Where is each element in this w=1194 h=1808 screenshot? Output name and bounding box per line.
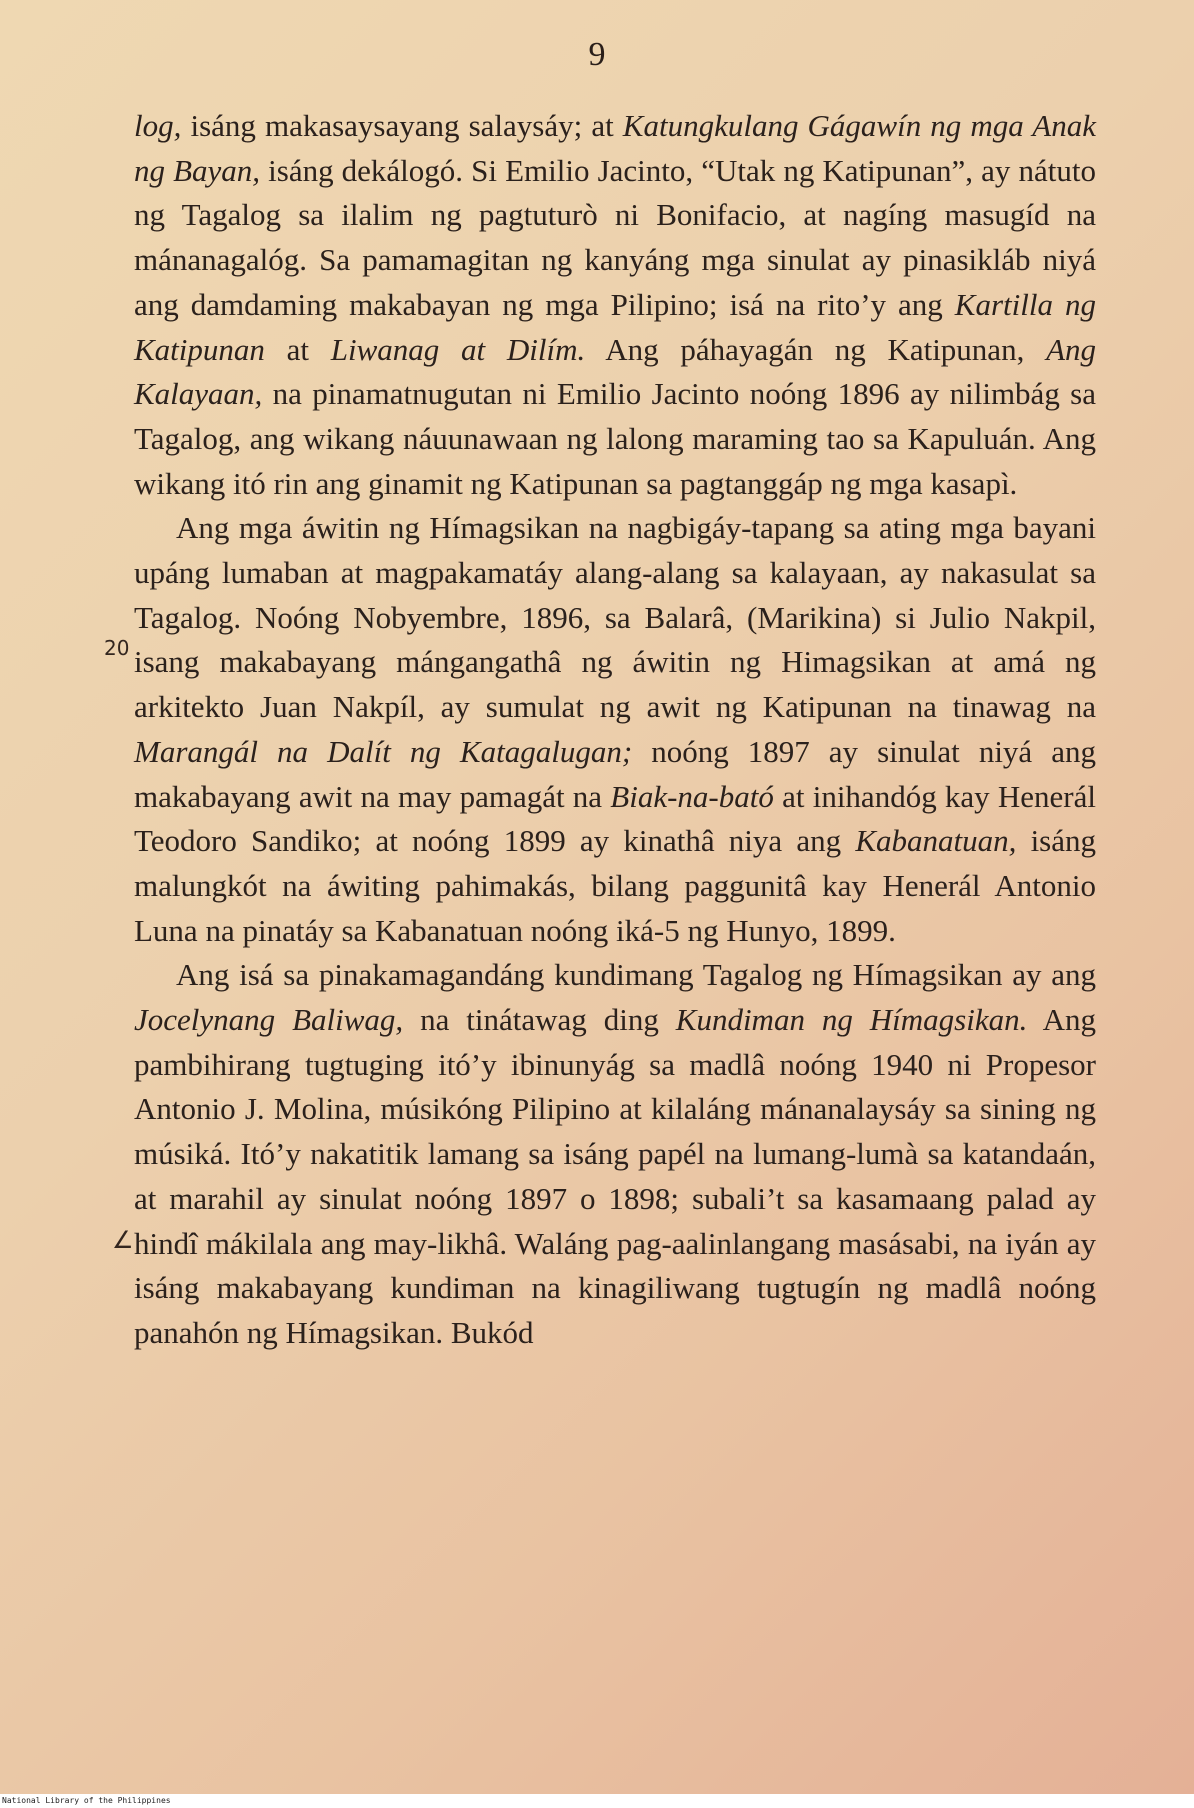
- paragraph-text-segment: isáng malungkót na áwiting pahimakás, bilang paggunitâ kay Henerál Antonio Luna na pinatáy sa Kabanatuan noóng iká-5 ng Hunyo, 1899.: [134, 823, 1097, 948]
- page-number: 9: [588, 36, 606, 73]
- italic-title-text: Katungkulang Gágawín ng mga Anak ng Bayan,: [134, 108, 1096, 188]
- paragraph-2: [134, 506, 1096, 953]
- paragraph-text-segment: isáng makasaysayang salaysáy; at: [181, 108, 623, 143]
- paragraph-text-segment: isáng dekálogó. Si Emilio Jacinto, “Utak ng Katipunan”, ay nátuto ng Tagalog sa ilalim ng pagtuturò ni Bonifacio, at nagíng masugíd na mánanagalóg. Sa pamamagitan ng kanyáng mga sinulat ay pinasikláb niyá ang damdaming makabayan ng mga Pilipino; isá na rito’y ang: [134, 152, 1096, 322]
- italic-title-text: Liwanag at Dilím.: [330, 331, 586, 367]
- italic-title-text: Kundiman ng Hímagsikan.: [675, 1002, 1028, 1038]
- paragraph-text-segment: Ang pambihirang tugtuging itó’y ibinunyág sa madlâ noóng 1940 ni Propesor Antonio J. Molina, músikóng Pilipino at kilaláng mánanalaysáy sa sining ng músiká. Itó’y nakatitik lamang sa isáng papél na lumang-lumà sa katandaán, at marahil ay sinulat noóng 1897 o 1898; subali’t sa kasamaang palad ay hindî mákilala ang may-likhâ. Waláng pag-aalinlangang masásabi, na iyán ay isáng makabayang kundiman na kinagiliwang tugtugín ng madlâ noóng panahón ng Hímagsikan. Bukód: [134, 1002, 1096, 1350]
- handwritten-margin-note: 20: [104, 636, 130, 660]
- paragraph-text-segment: Ang mga áwitin ng Hímagsikan na nagbigáy-tapang sa ating mga bayani upáng lumaban at magpakamatáy alang-alang sa kalayaan, ay nakasulat sa Tagalog. Noóng Nobyembre, 1896, sa Balarâ, (Marikina) si Julio Nakpil, isang makabayang mángangathâ ng áwitin ng Himagsikan at amá ng arkitekto Juan Nakpíl, ay sumulat ng awit ng Katipunan na tinawag na: [134, 510, 1096, 725]
- paragraph-text-segment: Ang isá sa pinakamagandáng kundimang Tagalog ng Hímagsikan ay ang: [176, 957, 1096, 993]
- italic-title-text: Marangál na Dalít ng Katagalugan;: [134, 733, 633, 769]
- library-credit-footer: National Library of the Philippines: [0, 1794, 1194, 1808]
- paragraph-text-segment: Ang páhayagán ng Katipunan,: [585, 331, 1047, 367]
- paragraph-text-segment: at: [264, 331, 331, 367]
- paragraph-text-segment: at inihandóg kay Henerál Teodoro Sandiko; at noóng 1899 ay kinathâ niya ang: [134, 778, 1097, 859]
- body-text: [134, 104, 1096, 1356]
- italic-title-text: Kartilla ng Katipunan: [134, 286, 1096, 367]
- paragraph-text-segment: na pinamatnugutan ni Emilio Jacinto noóng 1896 ay nilimbág sa Tagalog, ang wikang náuunawaan ng lalong maraming tao sa Kapuluán. Ang wikang itó rin ang ginamit ng Katipunan sa pagtanggáp ng mga kasapì.: [134, 376, 1096, 501]
- paragraph-1: [134, 104, 1096, 506]
- italic-title-text: Jocelynang Baliwag,: [134, 1002, 404, 1038]
- paragraph-3: [134, 953, 1096, 1355]
- paragraph-text-segment: noóng 1897 ay sinulat niyá ang makabayang awit na may pamagát na: [134, 733, 1096, 814]
- paragraph-text-segment: na tinátawag ding: [403, 1002, 676, 1038]
- handwritten-bracket-mark: ∠: [112, 1226, 134, 1254]
- italic-title-text: Kabanatuan,: [855, 823, 1017, 859]
- italic-title-text: Biak-na-bató: [610, 778, 774, 814]
- italic-title-text: log,: [134, 108, 182, 143]
- italic-title-text: Ang Kalayaan,: [134, 331, 1096, 412]
